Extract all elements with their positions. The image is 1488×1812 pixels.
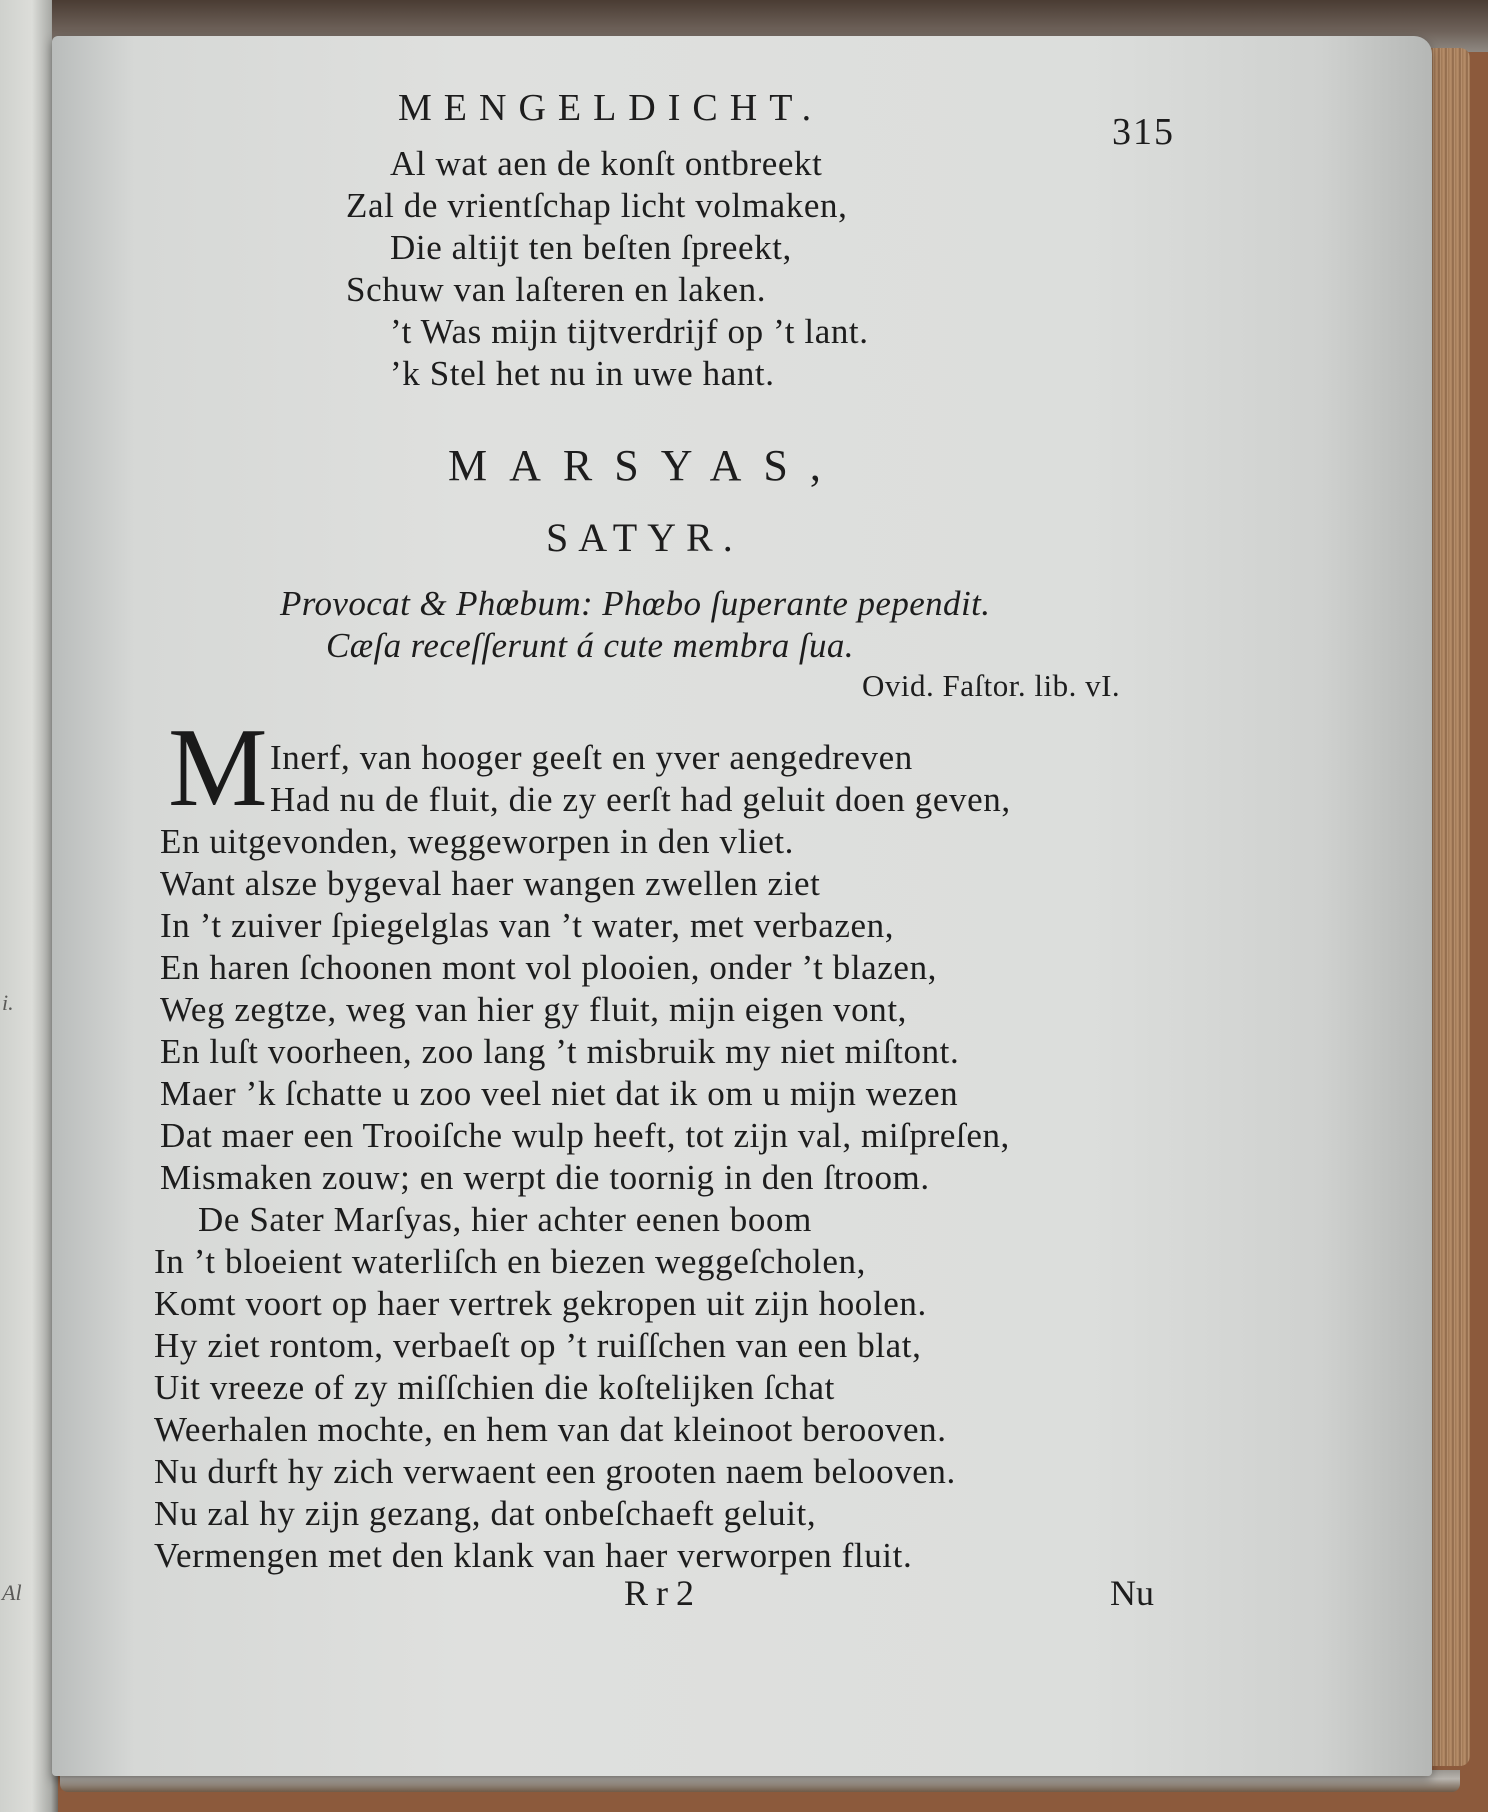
previous-page-fragment: Al xyxy=(2,1580,22,1605)
poem-line: De Sater Marſyas, hier achter eenen boom xyxy=(198,1200,812,1239)
stanza-line: Al wat aen de konſt ontbreekt xyxy=(390,144,823,183)
catchword: Nu xyxy=(1110,1573,1154,1613)
poem-subtitle: SATYR. xyxy=(546,515,743,560)
signature-mark: Rr2 xyxy=(624,1573,702,1613)
poem-line: In ’t zuiver ſpiegelglas van ’t water, met verbazen, xyxy=(160,906,895,945)
motto-line: Provocat & Phœbum: Phœbo ſuperante pependit. xyxy=(280,584,991,623)
poem-line: Hy ziet rontom, verbaeſt op ’t ruiſſchen van een blat, xyxy=(154,1326,922,1365)
stanza-line: Die altijt ten beſten ſpreekt, xyxy=(390,228,792,267)
poem-line: Dat maer een Trooiſche wulp heeft, tot zijn val, miſpreſen, xyxy=(160,1116,1010,1155)
running-head: MENGELDICHT. xyxy=(398,87,824,129)
stanza-line: ’t Was mijn tijtverdrijf op ’t lant. xyxy=(390,312,869,351)
poem-line: Want alsze bygeval haer wangen zwellen ziet xyxy=(160,864,821,903)
poem-line: Maer ’k ſchatte u zoo veel niet dat ik om u mijn wezen xyxy=(160,1074,959,1113)
page-number: 315 xyxy=(1112,111,1175,153)
drop-cap: M xyxy=(168,706,268,830)
poem-line: Mismaken zouw; en werpt die toornig in den ſtroom. xyxy=(160,1158,930,1197)
poem-line: Weg zegtze, weg van hier gy fluit, mijn eigen vont, xyxy=(160,990,908,1029)
stanza-line: Zal de vrientſchap licht volmaken, xyxy=(346,186,848,225)
poem-line: Inerf, van hooger geeſt en yver aengedreven xyxy=(270,738,913,777)
poem-title: MARSYAS, xyxy=(448,441,843,490)
poem-line: Uit vreeze of zy miſſchien die koſtelijken ſchat xyxy=(154,1368,835,1407)
motto-source: Ovid. Faſtor. lib. vI. xyxy=(862,668,1121,703)
poem-line: En luſt voorheen, zoo lang ’t misbruik my niet miſtont. xyxy=(160,1032,960,1071)
poem-line: En haren ſchoonen mont vol plooien, onder ’t blazen, xyxy=(160,948,938,987)
motto-line: Cæſa receſſerunt á cute membra ſua. xyxy=(326,626,854,665)
poem-line: Nu durft hy zich verwaent een grooten naem belooven. xyxy=(154,1452,956,1491)
poem-line: Nu zal hy zijn gezang, dat onbeſchaeft geluit, xyxy=(154,1494,817,1533)
poem-line: Komt voort op haer vertrek gekropen uit zijn hoolen. xyxy=(154,1284,927,1323)
poem-line: In ’t bloeient waterliſch en biezen weggeſcholen, xyxy=(154,1242,866,1281)
poem-line: En uitgevonden, weggeworpen in den vliet. xyxy=(160,822,795,861)
previous-page-edge xyxy=(0,0,58,1812)
stanza-line: Schuw van laſteren en laken. xyxy=(346,270,767,309)
stanza-line: ’k Stel het nu in uwe hant. xyxy=(390,354,775,393)
previous-page-fragment: i. xyxy=(2,990,14,1015)
poem-line: Weerhalen mochte, en hem van dat kleinoot berooven. xyxy=(154,1410,947,1449)
poem-line: Had nu de fluit, die zy eerſt had geluit doen geven, xyxy=(270,780,1011,819)
poem-line: Vermengen met den klank van haer verworpen fluit. xyxy=(154,1536,913,1575)
